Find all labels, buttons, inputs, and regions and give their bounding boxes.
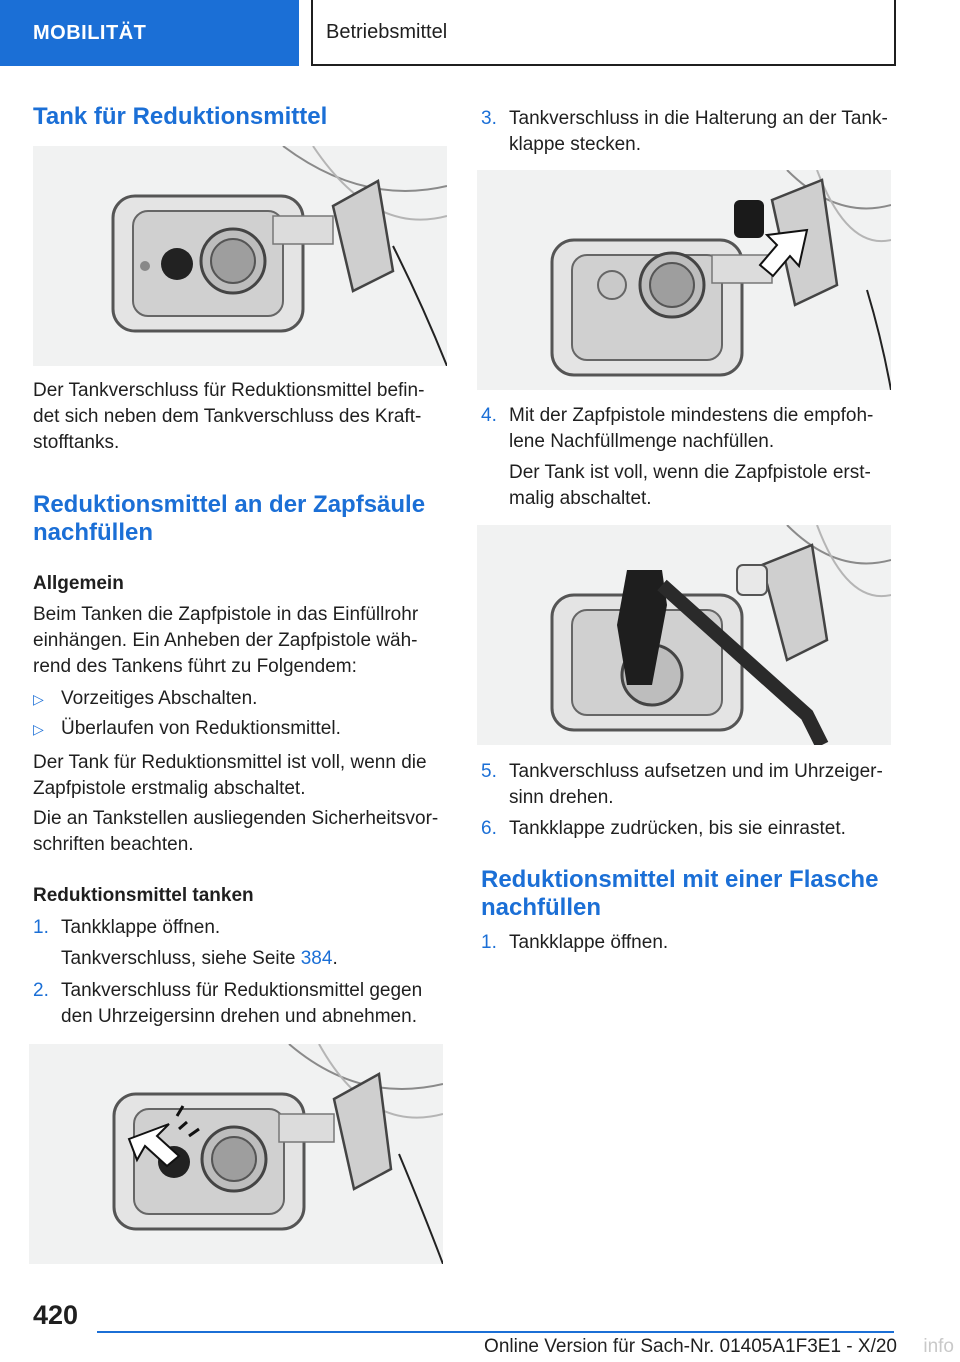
step-number: 4. (481, 405, 497, 426)
bullet-item: Vorzeitiges Abschalten. (61, 688, 258, 709)
step-text: Tankklappe öffnen. (61, 917, 221, 938)
step-text: Tankverschluss aufsetzen und im Uhrzeiger- (509, 761, 883, 782)
sicherheit-line-1: Die an Tankstellen ausliegenden Sicherheitsvor- (33, 808, 439, 829)
step-text: den Uhrzeigersinn drehen und abnehmen. (61, 1006, 417, 1027)
subheading-allgemein: Allgemein (33, 573, 124, 594)
step-number: 3. (481, 108, 497, 129)
step-text: klappe stecken. (509, 134, 642, 155)
step-number: 1. (33, 917, 49, 938)
step-note: Der Tank ist voll, wenn die Zapfpistole erst- (509, 462, 871, 483)
figure-fuel-nozzle (477, 525, 891, 745)
footer-divider (97, 1331, 894, 1333)
heading-flasche-2: nachfüllen (481, 894, 602, 921)
heading-flasche-1: Reduktionsmittel mit einer Flasche (481, 866, 879, 893)
heading-zapfsaeule-1: Reduktionsmittel an der Zapfsäule (33, 491, 426, 518)
reference-suffix: . (332, 948, 338, 969)
step-number: 5. (481, 761, 497, 782)
sicherheit-line-2: schriften beachten. (33, 834, 194, 855)
allgemein-line-1: Beim Tanken die Zapfpistole in das Einfüllrohr (33, 604, 419, 625)
footer-online-version: Online Version für Sach-Nr. 01405A1F3E1 - X/20 (484, 1336, 897, 1357)
intro-line-1: Der Tankverschluss für Reduktionsmittel befin- (33, 380, 425, 401)
page-number: 420 (33, 1300, 79, 1330)
intro-line-2: det sich neben dem Tankverschluss des Kraft- (33, 406, 422, 427)
figure-cap-in-holder (477, 170, 891, 390)
voll-line-1: Der Tank für Reduktionsmittel ist voll, wenn die (33, 752, 427, 773)
subheading-tanken: Reduktionsmittel tanken (33, 885, 254, 906)
step-note: malig abschaltet. (509, 488, 652, 509)
figure-tank-cap-closed (33, 146, 447, 366)
allgemein-line-3: rend des Tankens führt zu Folgendem: (33, 656, 357, 677)
step-number: 1. (481, 932, 497, 953)
heading-zapfsaeule-2: nachfüllen (33, 519, 154, 546)
bullet-item: Überlaufen von Reduktionsmittel. (61, 718, 341, 739)
figure-tank-cap-remove (29, 1044, 443, 1264)
section-tab[interactable]: MOBILITÄT (0, 0, 299, 66)
step-reference (61, 946, 338, 972)
step-text: Tankverschluss für Reduktionsmittel gegen (61, 980, 423, 1001)
step-number: 2. (33, 980, 49, 1001)
reference-prefix: Tankverschluss, siehe Seite (61, 948, 301, 969)
intro-line-3: stofftanks. (33, 432, 120, 453)
footer-watermark: info (923, 1336, 954, 1357)
step-text: Tankklappe zudrücken, bis sie einrastet. (509, 818, 846, 839)
step-text: Mit der Zapfpistole mindestens die empfoh- (509, 405, 874, 426)
step-text: sinn drehen. (509, 787, 614, 808)
chapter-title: Betriebsmittel (311, 0, 896, 66)
heading-tank-reduktionsmittel: Tank für Reduktionsmittel (33, 103, 328, 130)
step-text: Tankverschluss in die Halterung an der Tank- (509, 108, 888, 129)
voll-line-2: Zapfpistole erstmalig abschaltet. (33, 778, 306, 799)
step-text: lene Nachfüllmenge nachfüllen. (509, 431, 775, 452)
page-link-384[interactable]: 384 (300, 948, 333, 969)
step-number: 6. (481, 818, 497, 839)
allgemein-line-2: einhängen. Ein Anheben der Zapfpistole wäh- (33, 630, 418, 651)
triangle-bullet-icon: ▷ (33, 721, 44, 737)
triangle-bullet-icon: ▷ (33, 691, 44, 707)
step-text: Tankklappe öffnen. (509, 932, 669, 953)
